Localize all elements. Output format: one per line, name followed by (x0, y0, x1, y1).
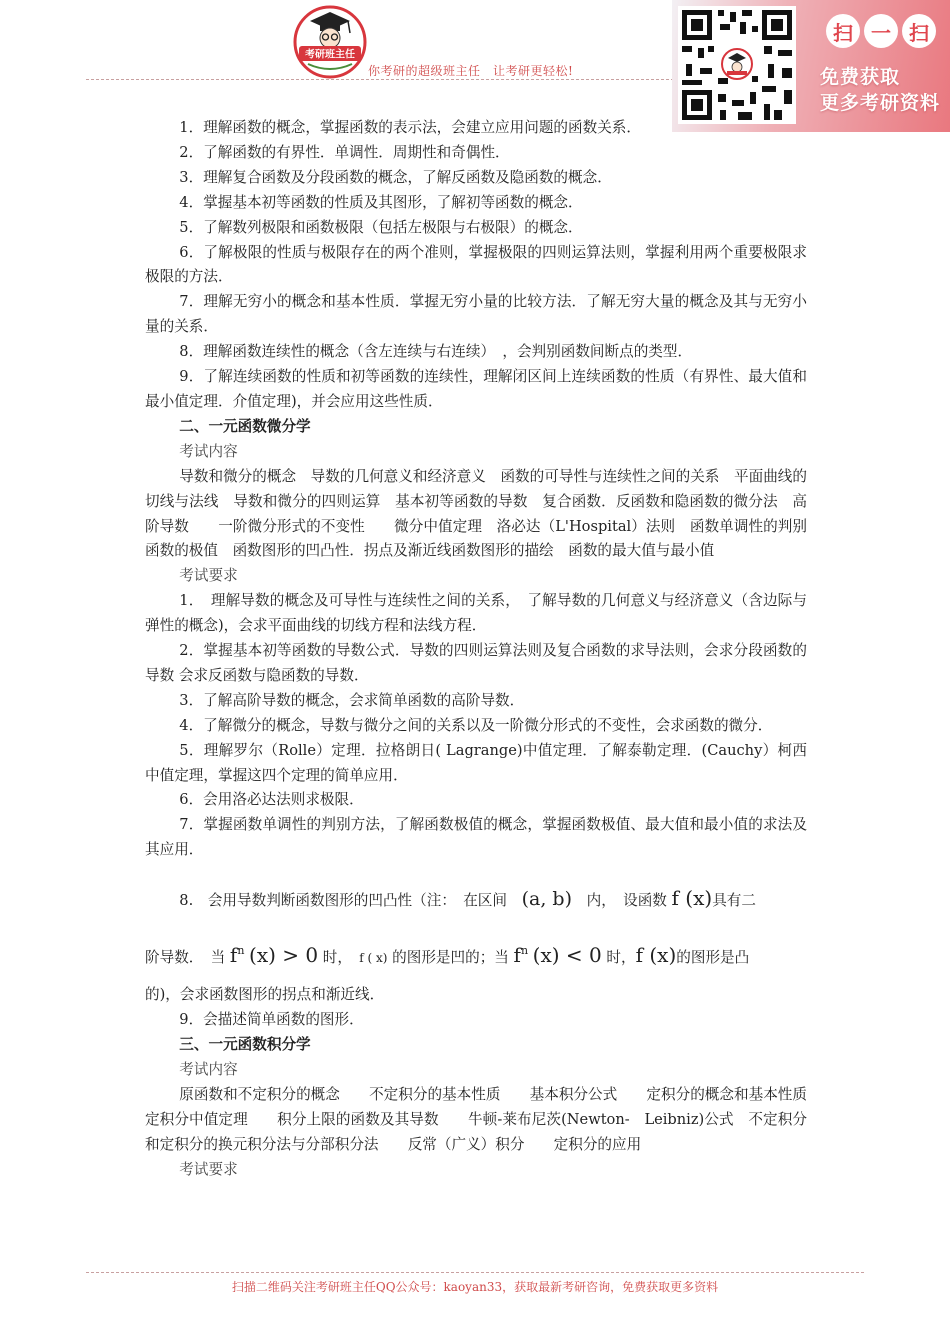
section-heading: 三、一元函数积分学 (179, 1036, 311, 1053)
qr-code-icon[interactable] (678, 6, 796, 124)
requirement-item: 8．理解函数连续性的概念（含左连续与右连续） ，会判别函数间断点的类型． (179, 343, 693, 361)
subsection-label: 考试要求 (179, 1160, 238, 1178)
requirement-item: 2．掌握基本初等函数的导数公式．导数的四则运算法则及复合函数的求导法则，会求分段函数的导数 会求反函数与隐函数的导数． (145, 642, 807, 684)
requirement-item: 2．了解函数的有界性．单调性．周期性和奇偶性． (179, 143, 510, 161)
exam-content: 原函数和不定积分的概念 不定积分的基本性质 基本积分公式 定积分的概念和基本性质 定积分中值定理 积分上限的函数及其导数 牛顿-莱布尼茨(Newton- Leibniz)公式 不定积分和定积分的换元积分法与分部积分法 反常（广义）积分 定积分的应用 (145, 1085, 837, 1153)
requirement-item: 3．了解高阶导数的概念，会求简单函数的高阶导数． (179, 691, 525, 709)
subsection-label: 考试要求 (179, 567, 238, 585)
requirement-item: 7．理解无穷小的概念和基本性质．掌握无穷小量的比较方法．了解无穷大量的概念及其与无穷小量的关系． (145, 293, 807, 336)
promo-scan-char: 扫 (826, 14, 860, 48)
footer-divider (86, 1272, 864, 1273)
requirement-item-8-cont: 阶导数． 当 $f^n$ (x) > 0 时， f ( x) 的图形是凹的；当 $f^n$ (x) < 0 时，f (x)的图形是凸 (145, 943, 750, 968)
promo-scan-char: 一 (864, 14, 898, 48)
subsection-label: 考试内容 (179, 1060, 238, 1078)
requirement-item: 4．掌握基本初等函数的性质及其图形，了解初等函数的概念． (179, 193, 583, 211)
footer-text: 扫描二维码关注考研班主任QQ公众号：kaoyan33，获取最新考研咨询，免费获取更多资料 (231, 1280, 719, 1294)
requirement-item: 9．了解连续函数的性质和初等函数的连续性，理解闭区间上连续函数的性质（有界性、最大值和最小值定理．介值定理)，并会应用这些性质． (145, 368, 807, 410)
promo-line-1: 免费获取 (820, 66, 901, 88)
exam-content: 导数和微分的概念 导数的几何意义和经济意义 函数的可导性与连续性之间的关系 平面曲线的切线与法线 导数和微分的四则运算 基本初等函数的导数 复合函数．反函数和隐函数的微分法 高阶导数 一阶微分形式的不变性 微分中值定理 洛必达（L'Hospital）法则 函数单调性的判别 函数的极值 函数图形的凹凸性．拐点及渐近线函数图形的描绘 函数的最大值与最小值 (145, 467, 822, 560)
requirement-item: 9．会描述简单函数的图形． (179, 1011, 364, 1029)
header-slogan: 你考研的超级班主任 让考研更轻松! (368, 64, 574, 78)
brand-logo (292, 4, 368, 80)
requirement-item: 6．了解极限的性质与极限存在的两个准则，掌握极限的四则运算法则，掌握利用两个重要极限求极限的方法． (145, 243, 807, 286)
requirement-item: 7．掌握函数单调性的判别方法，了解函数极值的概念，掌握函数极值、最大值和最小值的求法及其应用． (145, 816, 807, 859)
section-heading: 二、一元函数微分学 (179, 417, 311, 435)
promo-scan-label (826, 14, 936, 48)
requirement-item: 5．理解罗尔（Rolle）定理．拉格朗日( Lagrange)中值定理．了解泰勒定理．(Cauchy）柯西中值定理，掌握这四个定理的简单应用． (145, 741, 807, 784)
requirement-item: 1．理解函数的概念，掌握函数的表示法，会建立应用问题的函数关系． (179, 119, 641, 136)
document-body (145, 116, 837, 1182)
logo-text: 考研班主任 (305, 49, 355, 61)
promo-line-2: 更多考研资料 (820, 92, 941, 114)
requirement-item: 4．了解微分的概念，导数与微分之间的关系以及一阶微分形式的不变性，会求函数的微分． (179, 716, 773, 734)
requirement-item: 3．理解复合函数及分段函数的概念，了解反函数及隐函数的概念． (179, 168, 612, 186)
promo-scan-char: 扫 (902, 14, 936, 48)
requirement-item-8-tail: 的)，会求函数图形的拐点和渐近线． (145, 986, 385, 1004)
requirement-item: 5．了解数列极限和函数极限（包括左极限与右极限）的概念． (179, 218, 583, 236)
subsection-label: 考试内容 (179, 442, 238, 460)
requirement-item-8: 8. 会用导数判断函数图形的凹凸性（注： 在区间 (a, b) 内， 设函数 f (x)具有二 (179, 886, 756, 911)
requirement-item: 6．会用洛必达法则求极限． (179, 791, 364, 809)
requirement-item: 1． 理解导数的概念及可导性与连续性之间的关系， 了解导数的几何意义与经济意义（含边际与弹性的概念)，会求平面曲线的切线方程和法线方程． (145, 592, 807, 635)
